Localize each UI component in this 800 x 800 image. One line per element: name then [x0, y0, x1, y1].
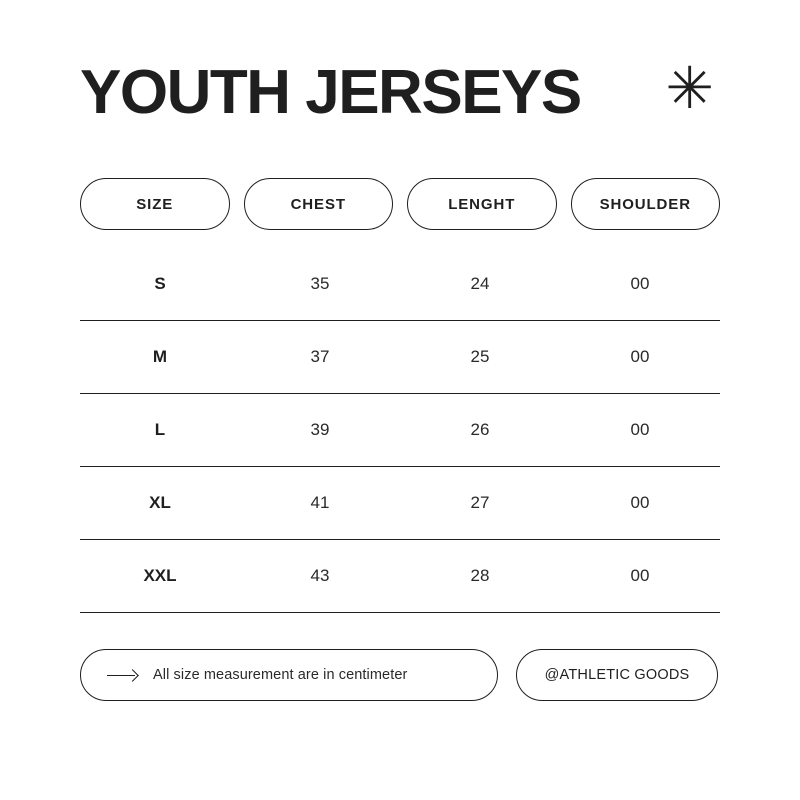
column-header-size: SIZE: [80, 178, 230, 230]
page-footer: [80, 649, 720, 701]
size-table: [80, 248, 720, 613]
table-row: [80, 540, 720, 613]
cell-length: 28: [470, 566, 490, 585]
cell-shoulder: 00: [630, 274, 650, 293]
cell-chest: 37: [310, 347, 330, 366]
cell-chest: 41: [310, 493, 330, 512]
brand-handle: @ATHLETIC GOODS: [516, 649, 718, 701]
cell-chest: 43: [310, 566, 330, 585]
table-header-row: [80, 178, 720, 230]
cell-chest: 35: [310, 274, 330, 293]
cell-length: 26: [470, 420, 490, 439]
table-row: [80, 321, 720, 394]
cell-shoulder: 00: [630, 420, 650, 439]
cell-size: S: [154, 274, 166, 293]
cell-shoulder: 00: [630, 493, 650, 512]
cell-size: XL: [149, 493, 171, 512]
cell-shoulder: 00: [630, 347, 650, 366]
cell-length: 27: [470, 493, 490, 512]
cell-size: L: [154, 420, 166, 439]
column-header-length: LENGHT: [407, 178, 557, 230]
measurement-note-text: All size measurement are in centimeter: [153, 667, 408, 683]
cell-size: M: [152, 347, 168, 366]
cell-size: XXL: [143, 566, 177, 585]
page-header: [80, 0, 720, 127]
cell-length: 25: [470, 347, 490, 366]
arrow-right-icon: [107, 669, 137, 681]
column-header-chest: CHEST: [244, 178, 394, 230]
cell-chest: 39: [310, 420, 330, 439]
cell-length: 24: [470, 274, 490, 293]
table-row: [80, 467, 720, 540]
page-title: YOUTH JERSEYS: [80, 58, 581, 127]
column-header-shoulder: SHOULDER: [571, 178, 721, 230]
cell-shoulder: 00: [630, 566, 650, 585]
table-row: [80, 394, 720, 467]
table-row: [80, 248, 720, 321]
asterisk-icon: ✳: [665, 56, 714, 121]
measurement-note: [80, 649, 498, 701]
